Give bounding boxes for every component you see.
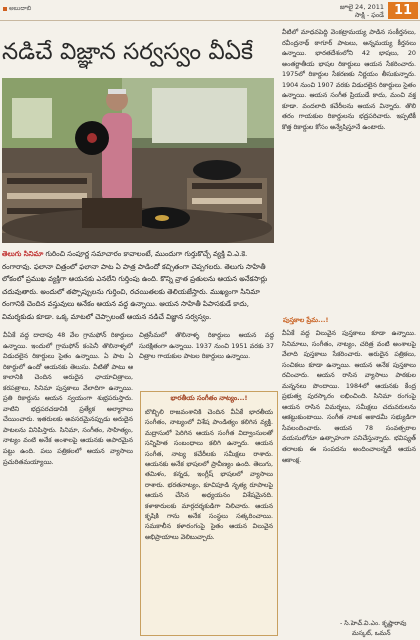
caption-text: గురించి సంపూర్ణ సమాచారం కావాలంటే, ముందుగా గుర్తుకొచ్చే వ్యక్తి వి.ఎ.కె. రంగారావు. ఫలానా చిత్రంలో ఫలానా పాట ఏ పాత్ర పాడిందో కచ్చితంగా చెప్పగలరు. తెలుగు సాహితీ లోకంలో ప్రముఖ వ్యక్తిగా ఆయనకు ఎనలేని గుర్తింపు ఉంది. కొన్ని వ్రాత ప్రతులను ఆయన అనేకసార్లు చదువుతారు. అందులో తప్పొప్పులను గుర్తించి, రచయితలకు తెలియజేస్తారు. ముఖ్యంగా సినిమా రంగానికి చెందిన వస్తువులు అనేకం ఆయన వద్ద ఉన్నాయి. ఆయన సాహితీ పిపాసకుడే కాదు, విమర్శకుడు కూడా. ఒక్క మాటలో చెప్పాలంటే ఆయన నడిచే విజ్ఞాన సర్వస్వం. [2,250,268,321]
column-3-text: వీటిలో మాధవపెద్ది వెంకట్రామయ్య పాడిన సంకీర్తనలు, రవీంద్రనాథ్ ఠాగూర్ పాటలు, అన్నమయ్య కీర్తనలు ఉన్నాయి. భారతదేశంలోని 42 భాషలు, 20 అంతర్జాతీయ భాషల రికార్డులు ఆయన సేకరించారు. 1975లో రికార్డుల సేకరణకు నిర్ణయం తీసుకున్నారు. 1904 నుంచి 1907 వరకు విడుదలైన రికార్డులు సైతం ఉన్నాయి. ఆయన సంగీత ప్రియుడే కాదు, మంచి వక్త కూడా. వందలాది కచేరీలను ఆయన విన్నారు. తొలి తరం గాయకుల రికార్డులను భద్రపరిచారు. ఇప్పటికీ కొత్త రికార్డుల కోసం అన్వేషిస్తూనే ఉంటారు. [282,28,416,131]
section-tag [3,5,31,13]
sidebar-text: బొబ్బిలి రాజవంశానికి చెందిన వీఏకే భారతీయ సంగీతం, నాట్యంలో విశేష పాండిత్యం కలిగిన వ్యక్తి. మద్రాసులో పెరిగిన ఆయన సంగీత విద్వాంసులతో సన్నిహిత సంబంధాలు కలిగి ఉన్నారు. ఆయన సంగీత, నాట్య కచేరీలకు సమీక్షలు రాశారు. ఆయనకు అనేక భాషలలో ప్రావీణ్యం ఉంది. తెలుగు, తమిళం, కన్నడ, ఇంగ్లీష్ భాషలలో వ్యాసాలు రాశారు. భరతనాట్యం, కూచిపూడి నృత్య రూపాలపై ఆయన చేసిన అధ్యయనం విశేషమైనది. కళాకారులకు మార్గదర్శకుడిగా నిలిచారు. ఆయన కృషికి గాను అనేక సంస్థలు సత్కరించాయి. సమకాలీన కళారంగంపై సైతం ఆయన విలువైన అభిప్రాయాలు వెలిబుచ్చారు. [145,408,273,541]
article-column-2 [139,330,274,384]
column-1-text: వీఏకే వద్ద దాదాపు 48 వేల గ్రామఫోన్ రికార్డులు ఉన్నాయి. ఇందులో గ్రామఫోన్ కంపెనీ తొలినాళ్ళలో విడుదలైన రికార్డులు సైతం ఉన్నాయి. ఏ పాట ఏ రికార్డులో ఉందో ఆయనకు తెలుసు. వీటితో పాటు ఆ కాలానికి చెందిన అరుదైన ఛాయాచిత్రాలు, కరపత్రాలు, సినిమా పుస్తకాలు వేలాదిగా ఉన్నాయి. ప్రతి రికార్డును ఆయన స్వయంగా శుభ్రపరుస్తారు. వాటిని భద్రపరచడానికి ప్రత్యేక అల్మారాలు చేయించారు. ఇతరులకు అవసరమైనప్పుడు అరుదైన పాటలను వినిపిస్తారు. సినిమా, సంగీతం, సాహిత్యం, నాట్యం వంటి అనేక అంశాలపై ఆయనకు అపారమైన పట్టు ఉంది. పలు పత్రికలలో ఆయన వ్యాసాలు ప్రచురితమయ్యాయి. [3,331,133,466]
date-box [308,3,384,18]
caption-lead: తెలుగు సినిమా [2,250,44,258]
article-column-3 [282,27,416,292]
column-4-text: వీఏకే వద్ద విలువైన పుస్తకాలు కూడా ఉన్నాయి. సినిమాలు, సంగీతం, నాట్యం, చరిత్ర వంటి అంశాలపై వేలాది పుస్తకాలు సేకరించారు. అరుదైన పత్రికలు, సంచికలు కూడా ఉన్నాయి. ఆయన అనేక పుస్తకాలు రచించారు. ఆయన రాసిన వ్యాసాలు పాఠకుల మన్ననలు పొందాయి. 1984లో ఆయనకు కేంద్ర ప్రభుత్వ పురస్కారం లభించింది. సినిమా రంగంపై ఆయన రాసిన విమర్శలు, సమీక్షలు చదువరులను ఆకట్టుకుంటాయి. సంగీత నాటక అకాడమీ సభ్యుడిగా సేవలందించారు. ఆయన 78 సంవత్సరాల వయసులోనూ ఉత్సాహంగా పనిచేస్తున్నారు. భవిష్యత్ తరాలకు ఈ సంపదను అందించాలన్నదే ఆయన ఆకాంక్ష. [282,329,416,464]
article-headline: నడిచే విజ్ఞాన సర్వస్వం వీఏకే [2,39,254,65]
page-number-badge: 11 [388,2,418,19]
sidebar-box [140,391,278,636]
paper-name: సాక్షి - ఫండే [354,11,384,19]
author-location: మస్కట్, ఒమన్ [352,630,391,637]
photo-caption [2,248,274,323]
bullet-icon [3,7,7,11]
article-column-1 [3,330,133,635]
article-column-4 [282,328,416,618]
author-signature: - సి.హెచ్.వి.ఎం. కృష్ణారావు [340,620,407,627]
section-label: అబుదాబి [9,5,32,12]
column-2-text: చిత్రసీమలో తొలినాళ్ళ రికార్డులు ఆయన వద్ద సురక్షితంగా ఉన్నాయి. 1937 నుంచి 1951 వరకు 37 చిత్రాల గాయకుల పాటల రికార్డులు ఉన్నాయి. [139,331,274,361]
subheading: పుస్తకాల ప్రేమ...! [283,316,329,324]
page-header [0,0,420,20]
issue-date: జూలై 24, 2011 [339,3,384,11]
header-divider [0,20,420,21]
sidebar-title: భారతీయ సంగీతం నాట్యం...! [170,394,248,402]
article-photo [2,78,274,243]
